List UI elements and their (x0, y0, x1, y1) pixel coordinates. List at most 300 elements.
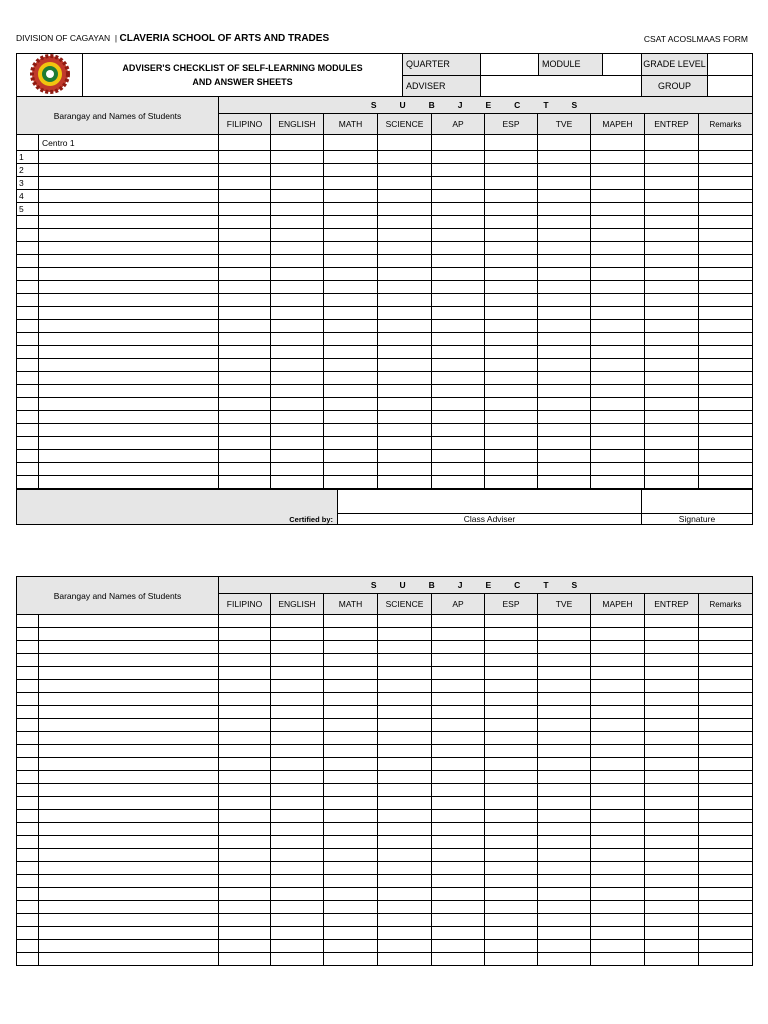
checkbox-cell[interactable] (432, 927, 485, 940)
checkbox-cell[interactable] (324, 255, 378, 268)
checkbox-cell[interactable] (538, 732, 591, 745)
checkbox-cell[interactable] (271, 320, 324, 333)
student-name-cell[interactable] (39, 745, 219, 758)
checkbox-cell[interactable] (219, 281, 271, 294)
checkbox-cell[interactable] (485, 615, 538, 628)
checkbox-cell[interactable] (591, 476, 645, 489)
student-name-cell[interactable] (39, 784, 219, 797)
checkbox-cell[interactable] (271, 268, 324, 281)
checkbox-cell[interactable] (485, 797, 538, 810)
checkbox-cell[interactable] (378, 463, 432, 476)
checkbox-cell[interactable] (219, 411, 271, 424)
checkbox-cell[interactable] (432, 320, 485, 333)
checkbox-cell[interactable] (485, 901, 538, 914)
checkbox-cell[interactable] (432, 242, 485, 255)
checkbox-cell[interactable] (324, 680, 378, 693)
checkbox-cell[interactable] (699, 693, 753, 706)
checkbox-cell[interactable] (378, 385, 432, 398)
checkbox-cell[interactable] (271, 359, 324, 372)
checkbox-cell[interactable] (699, 719, 753, 732)
student-name-cell[interactable] (39, 463, 219, 476)
checkbox-cell[interactable] (591, 849, 645, 862)
checkbox-cell[interactable] (485, 151, 538, 164)
checkbox-cell[interactable] (219, 255, 271, 268)
checkbox-cell[interactable] (324, 320, 378, 333)
checkbox-cell[interactable] (324, 758, 378, 771)
checkbox-cell[interactable] (485, 940, 538, 953)
checkbox-cell[interactable] (485, 411, 538, 424)
checkbox-cell[interactable] (271, 693, 324, 706)
checkbox-cell[interactable] (485, 628, 538, 641)
checkbox-cell[interactable] (538, 294, 591, 307)
checkbox-cell[interactable] (699, 927, 753, 940)
checkbox-cell[interactable] (324, 797, 378, 810)
checkbox-cell[interactable] (324, 628, 378, 641)
checkbox-cell[interactable] (699, 771, 753, 784)
checkbox-cell[interactable] (485, 190, 538, 203)
checkbox-cell[interactable] (432, 268, 485, 281)
checkbox-cell[interactable] (699, 706, 753, 719)
checkbox-cell[interactable] (378, 810, 432, 823)
checkbox-cell[interactable] (645, 216, 699, 229)
checkbox-cell[interactable] (699, 294, 753, 307)
checkbox-cell[interactable] (432, 216, 485, 229)
checkbox-cell[interactable] (485, 398, 538, 411)
checkbox-cell[interactable] (324, 190, 378, 203)
checkbox-cell[interactable] (324, 135, 378, 151)
checkbox-cell[interactable] (378, 372, 432, 385)
checkbox-cell[interactable] (591, 901, 645, 914)
student-name-cell[interactable] (39, 281, 219, 294)
checkbox-cell[interactable] (538, 242, 591, 255)
checkbox-cell[interactable] (432, 437, 485, 450)
checkbox-cell[interactable] (485, 359, 538, 372)
checkbox-cell[interactable] (432, 719, 485, 732)
checkbox-cell[interactable] (485, 849, 538, 862)
checkbox-cell[interactable] (324, 281, 378, 294)
checkbox-cell[interactable] (378, 450, 432, 463)
checkbox-cell[interactable] (645, 771, 699, 784)
checkbox-cell[interactable] (591, 216, 645, 229)
checkbox-cell[interactable] (591, 784, 645, 797)
checkbox-cell[interactable] (645, 190, 699, 203)
checkbox-cell[interactable] (378, 333, 432, 346)
checkbox-cell[interactable] (271, 641, 324, 654)
checkbox-cell[interactable] (485, 463, 538, 476)
checkbox-cell[interactable] (538, 628, 591, 641)
checkbox-cell[interactable] (324, 294, 378, 307)
checkbox-cell[interactable] (538, 810, 591, 823)
checkbox-cell[interactable] (378, 732, 432, 745)
checkbox-cell[interactable] (538, 177, 591, 190)
checkbox-cell[interactable] (699, 836, 753, 849)
checkbox-cell[interactable] (645, 615, 699, 628)
student-name-cell[interactable] (39, 875, 219, 888)
checkbox-cell[interactable] (378, 719, 432, 732)
checkbox-cell[interactable] (591, 693, 645, 706)
checkbox-cell[interactable] (645, 424, 699, 437)
checkbox-cell[interactable] (645, 862, 699, 875)
checkbox-cell[interactable] (645, 411, 699, 424)
student-name-cell[interactable] (39, 437, 219, 450)
checkbox-cell[interactable] (591, 927, 645, 940)
checkbox-cell[interactable] (378, 135, 432, 151)
checkbox-cell[interactable] (485, 836, 538, 849)
checkbox-cell[interactable] (645, 745, 699, 758)
checkbox-cell[interactable] (219, 242, 271, 255)
checkbox-cell[interactable] (538, 615, 591, 628)
student-name-cell[interactable] (39, 693, 219, 706)
checkbox-cell[interactable] (432, 680, 485, 693)
checkbox-cell[interactable] (591, 135, 645, 151)
checkbox-cell[interactable] (219, 706, 271, 719)
student-name-cell[interactable] (39, 797, 219, 810)
checkbox-cell[interactable] (591, 797, 645, 810)
checkbox-cell[interactable] (378, 255, 432, 268)
checkbox-cell[interactable] (324, 463, 378, 476)
checkbox-cell[interactable] (271, 476, 324, 489)
checkbox-cell[interactable] (699, 437, 753, 450)
checkbox-cell[interactable] (645, 654, 699, 667)
checkbox-cell[interactable] (324, 203, 378, 216)
checkbox-cell[interactable] (645, 719, 699, 732)
checkbox-cell[interactable] (324, 615, 378, 628)
checkbox-cell[interactable] (324, 372, 378, 385)
checkbox-cell[interactable] (538, 450, 591, 463)
checkbox-cell[interactable] (219, 628, 271, 641)
checkbox-cell[interactable] (485, 333, 538, 346)
checkbox-cell[interactable] (538, 901, 591, 914)
checkbox-cell[interactable] (538, 849, 591, 862)
checkbox-cell[interactable] (271, 151, 324, 164)
checkbox-cell[interactable] (432, 203, 485, 216)
checkbox-cell[interactable] (699, 424, 753, 437)
checkbox-cell[interactable] (485, 732, 538, 745)
checkbox-cell[interactable] (378, 758, 432, 771)
checkbox-cell[interactable] (432, 641, 485, 654)
checkbox-cell[interactable] (591, 333, 645, 346)
checkbox-cell[interactable] (271, 177, 324, 190)
checkbox-cell[interactable] (219, 346, 271, 359)
checkbox-cell[interactable] (271, 164, 324, 177)
checkbox-cell[interactable] (645, 398, 699, 411)
checkbox-cell[interactable] (378, 359, 432, 372)
checkbox-cell[interactable] (432, 294, 485, 307)
checkbox-cell[interactable] (645, 901, 699, 914)
checkbox-cell[interactable] (219, 732, 271, 745)
checkbox-cell[interactable] (432, 888, 485, 901)
checkbox-cell[interactable] (378, 229, 432, 242)
checkbox-cell[interactable] (324, 242, 378, 255)
checkbox-cell[interactable] (378, 242, 432, 255)
checkbox-cell[interactable] (324, 307, 378, 320)
checkbox-cell[interactable] (485, 476, 538, 489)
student-name-cell[interactable] (39, 476, 219, 489)
student-name-cell[interactable] (39, 888, 219, 901)
checkbox-cell[interactable] (485, 320, 538, 333)
checkbox-cell[interactable] (645, 281, 699, 294)
checkbox-cell[interactable] (271, 463, 324, 476)
student-name-cell[interactable] (39, 359, 219, 372)
checkbox-cell[interactable] (538, 641, 591, 654)
checkbox-cell[interactable] (645, 229, 699, 242)
checkbox-cell[interactable] (219, 810, 271, 823)
checkbox-cell[interactable] (645, 177, 699, 190)
checkbox-cell[interactable] (538, 463, 591, 476)
checkbox-cell[interactable] (324, 719, 378, 732)
checkbox-cell[interactable] (219, 914, 271, 927)
checkbox-cell[interactable] (219, 719, 271, 732)
checkbox-cell[interactable] (219, 229, 271, 242)
checkbox-cell[interactable] (432, 914, 485, 927)
checkbox-cell[interactable] (219, 784, 271, 797)
checkbox-cell[interactable] (591, 450, 645, 463)
checkbox-cell[interactable] (485, 875, 538, 888)
checkbox-cell[interactable] (219, 667, 271, 680)
checkbox-cell[interactable] (271, 307, 324, 320)
checkbox-cell[interactable] (432, 372, 485, 385)
checkbox-cell[interactable] (591, 654, 645, 667)
checkbox-cell[interactable] (699, 823, 753, 836)
checkbox-cell[interactable] (538, 719, 591, 732)
student-name-cell[interactable] (39, 268, 219, 281)
checkbox-cell[interactable] (324, 346, 378, 359)
checkbox-cell[interactable] (699, 346, 753, 359)
checkbox-cell[interactable] (645, 242, 699, 255)
student-name-cell[interactable] (39, 190, 219, 203)
checkbox-cell[interactable] (378, 693, 432, 706)
student-name-cell[interactable] (39, 346, 219, 359)
checkbox-cell[interactable] (219, 758, 271, 771)
checkbox-cell[interactable] (324, 862, 378, 875)
student-name-cell[interactable] (39, 450, 219, 463)
checkbox-cell[interactable] (324, 359, 378, 372)
checkbox-cell[interactable] (271, 836, 324, 849)
checkbox-cell[interactable] (324, 771, 378, 784)
checkbox-cell[interactable] (485, 424, 538, 437)
checkbox-cell[interactable] (645, 641, 699, 654)
checkbox-cell[interactable] (378, 849, 432, 862)
checkbox-cell[interactable] (324, 836, 378, 849)
checkbox-cell[interactable] (432, 346, 485, 359)
checkbox-cell[interactable] (538, 333, 591, 346)
checkbox-cell[interactable] (645, 680, 699, 693)
checkbox-cell[interactable] (699, 463, 753, 476)
checkbox-cell[interactable] (591, 771, 645, 784)
student-name-cell[interactable] (39, 320, 219, 333)
checkbox-cell[interactable] (324, 450, 378, 463)
student-name-cell[interactable] (39, 255, 219, 268)
checkbox-cell[interactable] (271, 398, 324, 411)
checkbox-cell[interactable] (219, 216, 271, 229)
checkbox-cell[interactable] (271, 437, 324, 450)
checkbox-cell[interactable] (378, 177, 432, 190)
checkbox-cell[interactable] (538, 667, 591, 680)
checkbox-cell[interactable] (699, 667, 753, 680)
student-name-cell[interactable] (39, 758, 219, 771)
checkbox-cell[interactable] (219, 177, 271, 190)
student-name-cell[interactable] (39, 849, 219, 862)
checkbox-cell[interactable] (538, 255, 591, 268)
checkbox-cell[interactable] (699, 641, 753, 654)
checkbox-cell[interactable] (699, 359, 753, 372)
checkbox-cell[interactable] (432, 190, 485, 203)
checkbox-cell[interactable] (645, 203, 699, 216)
checkbox-cell[interactable] (538, 758, 591, 771)
checkbox-cell[interactable] (432, 667, 485, 680)
checkbox-cell[interactable] (219, 164, 271, 177)
checkbox-cell[interactable] (324, 216, 378, 229)
checkbox-cell[interactable] (699, 190, 753, 203)
checkbox-cell[interactable] (219, 294, 271, 307)
checkbox-cell[interactable] (699, 888, 753, 901)
checkbox-cell[interactable] (485, 135, 538, 151)
checkbox-cell[interactable] (699, 177, 753, 190)
checkbox-cell[interactable] (485, 437, 538, 450)
checkbox-cell[interactable] (219, 385, 271, 398)
checkbox-cell[interactable] (378, 745, 432, 758)
checkbox-cell[interactable] (378, 203, 432, 216)
student-name-cell[interactable] (39, 953, 219, 966)
checkbox-cell[interactable] (538, 372, 591, 385)
checkbox-cell[interactable] (378, 398, 432, 411)
checkbox-cell[interactable] (699, 940, 753, 953)
checkbox-cell[interactable] (378, 823, 432, 836)
checkbox-cell[interactable] (378, 151, 432, 164)
student-name-cell[interactable] (39, 333, 219, 346)
checkbox-cell[interactable] (699, 135, 753, 151)
student-name-cell[interactable] (39, 372, 219, 385)
checkbox-cell[interactable] (219, 463, 271, 476)
checkbox-cell[interactable] (591, 190, 645, 203)
checkbox-cell[interactable] (591, 346, 645, 359)
checkbox-cell[interactable] (219, 797, 271, 810)
checkbox-cell[interactable] (591, 229, 645, 242)
checkbox-cell[interactable] (645, 359, 699, 372)
checkbox-cell[interactable] (378, 268, 432, 281)
checkbox-cell[interactable] (699, 242, 753, 255)
student-name-cell[interactable] (39, 385, 219, 398)
student-name-cell[interactable] (39, 667, 219, 680)
checkbox-cell[interactable] (271, 135, 324, 151)
checkbox-cell[interactable] (485, 680, 538, 693)
checkbox-cell[interactable] (699, 615, 753, 628)
checkbox-cell[interactable] (699, 914, 753, 927)
checkbox-cell[interactable] (538, 476, 591, 489)
checkbox-cell[interactable] (219, 836, 271, 849)
checkbox-cell[interactable] (378, 680, 432, 693)
checkbox-cell[interactable] (645, 255, 699, 268)
checkbox-cell[interactable] (699, 372, 753, 385)
checkbox-cell[interactable] (645, 307, 699, 320)
checkbox-cell[interactable] (271, 940, 324, 953)
checkbox-cell[interactable] (378, 875, 432, 888)
checkbox-cell[interactable] (699, 628, 753, 641)
checkbox-cell[interactable] (432, 797, 485, 810)
checkbox-cell[interactable] (219, 151, 271, 164)
checkbox-cell[interactable] (538, 771, 591, 784)
checkbox-cell[interactable] (485, 927, 538, 940)
checkbox-cell[interactable] (699, 875, 753, 888)
checkbox-cell[interactable] (645, 320, 699, 333)
checkbox-cell[interactable] (645, 953, 699, 966)
checkbox-cell[interactable] (432, 424, 485, 437)
checkbox-cell[interactable] (591, 914, 645, 927)
checkbox-cell[interactable] (485, 177, 538, 190)
checkbox-cell[interactable] (485, 229, 538, 242)
checkbox-cell[interactable] (699, 797, 753, 810)
checkbox-cell[interactable] (219, 268, 271, 281)
checkbox-cell[interactable] (538, 940, 591, 953)
checkbox-cell[interactable] (271, 771, 324, 784)
checkbox-cell[interactable] (432, 177, 485, 190)
student-name-cell[interactable] (39, 398, 219, 411)
checkbox-cell[interactable] (324, 268, 378, 281)
checkbox-cell[interactable] (699, 953, 753, 966)
student-name-cell[interactable] (39, 823, 219, 836)
checkbox-cell[interactable] (219, 135, 271, 151)
checkbox-cell[interactable] (271, 424, 324, 437)
checkbox-cell[interactable] (591, 875, 645, 888)
checkbox-cell[interactable] (538, 216, 591, 229)
checkbox-cell[interactable] (485, 346, 538, 359)
checkbox-cell[interactable] (699, 745, 753, 758)
checkbox-cell[interactable] (485, 307, 538, 320)
checkbox-cell[interactable] (538, 135, 591, 151)
checkbox-cell[interactable] (485, 242, 538, 255)
checkbox-cell[interactable] (645, 797, 699, 810)
module-field[interactable] (603, 54, 642, 76)
student-name-cell[interactable] (39, 216, 219, 229)
checkbox-cell[interactable] (219, 203, 271, 216)
checkbox-cell[interactable] (538, 164, 591, 177)
checkbox-cell[interactable] (271, 281, 324, 294)
checkbox-cell[interactable] (645, 268, 699, 281)
checkbox-cell[interactable] (432, 476, 485, 489)
checkbox-cell[interactable] (699, 255, 753, 268)
checkbox-cell[interactable] (271, 294, 324, 307)
checkbox-cell[interactable] (485, 823, 538, 836)
checkbox-cell[interactable] (378, 836, 432, 849)
checkbox-cell[interactable] (324, 398, 378, 411)
checkbox-cell[interactable] (378, 901, 432, 914)
checkbox-cell[interactable] (591, 242, 645, 255)
checkbox-cell[interactable] (271, 875, 324, 888)
checkbox-cell[interactable] (271, 914, 324, 927)
checkbox-cell[interactable] (324, 940, 378, 953)
checkbox-cell[interactable] (324, 875, 378, 888)
checkbox-cell[interactable] (378, 307, 432, 320)
checkbox-cell[interactable] (645, 372, 699, 385)
checkbox-cell[interactable] (271, 953, 324, 966)
checkbox-cell[interactable] (591, 823, 645, 836)
checkbox-cell[interactable] (538, 385, 591, 398)
checkbox-cell[interactable] (591, 628, 645, 641)
checkbox-cell[interactable] (699, 203, 753, 216)
checkbox-cell[interactable] (378, 281, 432, 294)
checkbox-cell[interactable] (645, 437, 699, 450)
checkbox-cell[interactable] (324, 927, 378, 940)
checkbox-cell[interactable] (485, 203, 538, 216)
checkbox-cell[interactable] (378, 628, 432, 641)
checkbox-cell[interactable] (271, 229, 324, 242)
student-name-cell[interactable] (39, 771, 219, 784)
checkbox-cell[interactable] (432, 385, 485, 398)
checkbox-cell[interactable] (538, 875, 591, 888)
checkbox-cell[interactable] (591, 680, 645, 693)
checkbox-cell[interactable] (591, 320, 645, 333)
checkbox-cell[interactable] (432, 823, 485, 836)
